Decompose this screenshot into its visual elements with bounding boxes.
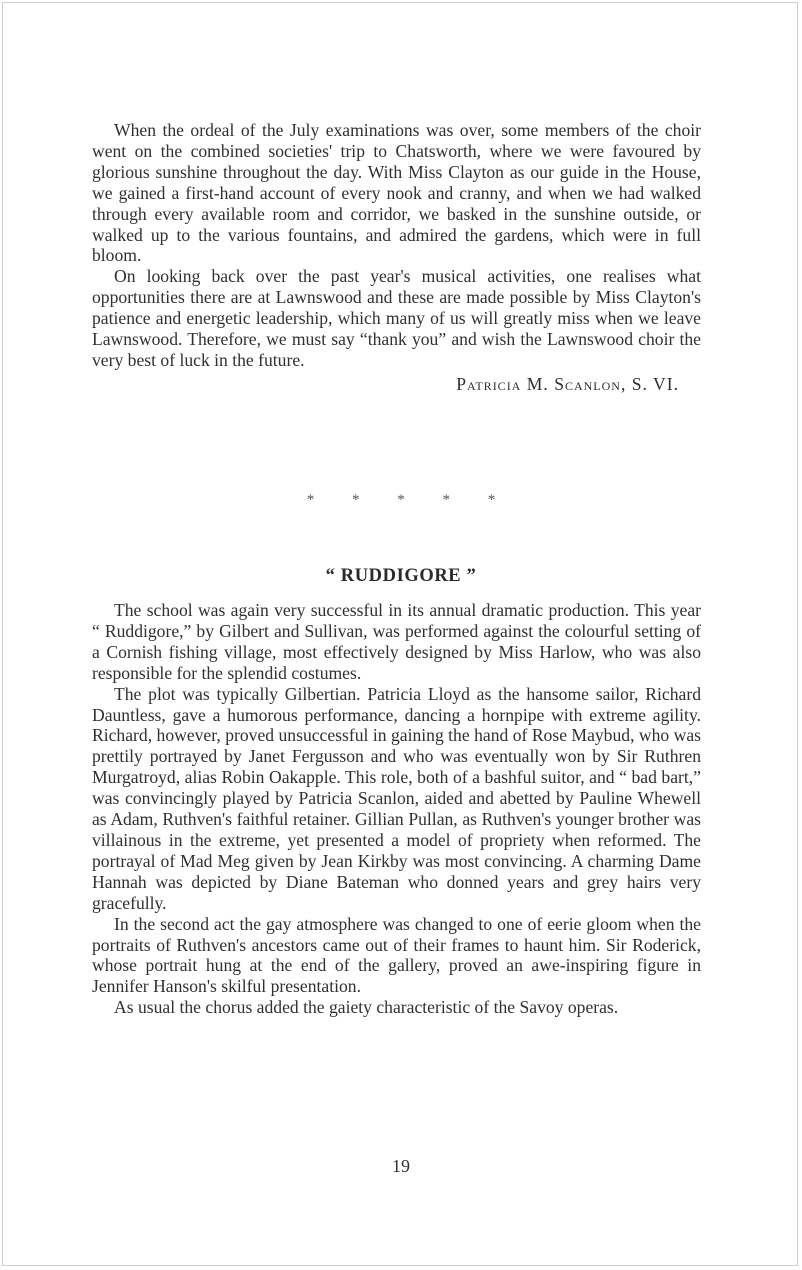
paragraph: The plot was typically Gilbertian. Patricia Lloyd as the hansome sailor, Richard Dauntless, gave a humorous performance, dancing a hornpipe with extreme agility. Richard, however, proved unsuccessful in gaining the hand of Rose Maybud, who was prettily portrayed by Janet Fergusson and who was eventually won by Sir Ruthren Murgatroyd, alias Robin Oakapple. This role, both of a bashful suitor, and “ bad bart,” was convincingly played by Patricia Scanlon, aided and abetted by Pauline Whewell as Adam, Ruthven's faithful retainer. Gillian Pullan, as Ruthven's younger brother was villainous in the extreme, yet presented a model of propriety when reformed. The portrayal of Mad Meg given by Jean Kirkby was most convincing. A charming Dame Hannah was depicted by Diane Bateman who donned years and grey hairs very gracefully. bbox=[92, 683, 701, 913]
section-separator: * * * * * bbox=[306, 492, 496, 508]
ruddigore-article bbox=[92, 600, 701, 1018]
paragraph: As usual the chorus added the gaiety characteristic of the Savoy operas. bbox=[114, 997, 619, 1018]
paragraph: When the ordeal of the July examinations was over, some members of the choir went on the combined societies' trip to Chatsworth, where we were favoured by glorious sunshine throughout the day. With Miss Clayton as our guide in the House, we gained a first-hand account of every nook and cranny, and when we had walked through every available room and corridor, we basked in the sunshine outside, or walked up to the various fountains, and admired the gardens, which were in full bloom. bbox=[92, 120, 701, 266]
paragraph: The school was again very successful in its annual dramatic production. This year “ Ruddigore,” by Gilbert and Sullivan, was performed against the colourful setting of a Cornish fishing village, most effectively designed by Miss Harlow, who was also responsible for the splendid costumes. bbox=[92, 600, 701, 683]
choir-report bbox=[92, 120, 701, 395]
page-number: 19 bbox=[392, 1156, 410, 1176]
paragraph: On looking back over the past year's musical activities, one realises what opportunities there are at Lawnswood and these are made possible by Miss Clayton's patience and energetic leadership, which many of us will greatly miss when we leave Lawnswood. Therefore, we must say “thank you” and wish the Lawnswood choir the very best of luck in the future. bbox=[92, 266, 701, 370]
paragraph: In the second act the gay atmosphere was changed to one of eerie gloom when the portraits of Ruthven's ancestors came out of their frames to haunt him. Sir Roderick, whose portrait hung at the end of the gallery, proved an awe-inspiring figure in Jennifer Hanson's skilful presentation. bbox=[92, 913, 701, 997]
article-heading: “ RUDDIGORE ” bbox=[325, 566, 477, 586]
author-signature: Patricia M. Scanlon, S. VI. bbox=[456, 373, 679, 394]
